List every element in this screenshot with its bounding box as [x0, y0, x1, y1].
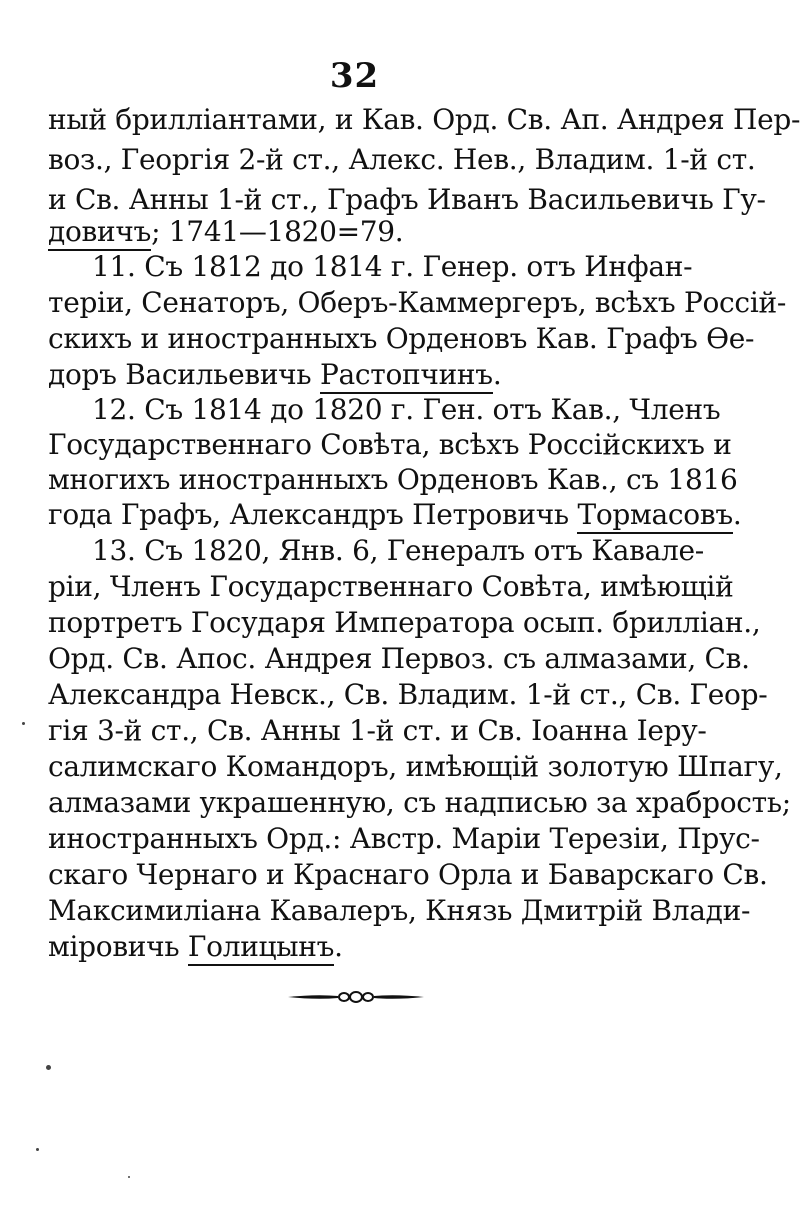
person-name: Голицынъ: [188, 930, 334, 966]
text-fragment: ; 1741—1820=79.: [151, 215, 404, 248]
text-line: скаго Чернаго и Краснаго Орла и Баварскаго Св.: [48, 858, 768, 891]
text-fragment: доръ Васильевичь: [48, 358, 320, 391]
text-line: [48, 495, 742, 535]
ornament-divider: [286, 985, 426, 1009]
person-name: Растопчинъ: [320, 358, 493, 394]
text-line: гія 3-й ст., Св. Анны 1-й ст. и Св. Іоанна Іеру-: [48, 714, 707, 747]
text-line: Максимиліана Кавалеръ, Князь Дмитрій Влади-: [48, 894, 751, 927]
text-line: теріи, Сенаторъ, Оберъ-Каммергеръ, всѣхъ Россій-: [48, 286, 786, 319]
person-name: Тормасовъ: [577, 498, 732, 534]
text-line: Государственнаго Совѣта, всѣхъ Россійскихъ и: [48, 428, 732, 461]
text-line: алмазами украшенную, съ надписью за храбрость;: [48, 786, 791, 819]
text-line: воз., Георгія 2-й ст., Алекс. Нев., Владим. 1-й ст.: [48, 143, 756, 176]
text-fragment: .: [492, 358, 502, 391]
text-line: иностранныхъ Орд.: Австр. Маріи Терезіи, Прус-: [48, 822, 760, 855]
text-fragment: .: [334, 930, 343, 963]
ink-speck: [128, 1176, 130, 1178]
page-number: 32: [329, 56, 380, 96]
text-line: салимскаго Командоръ, имѣющій золотую Шпагу,: [48, 750, 783, 783]
text-line: многихъ иностранныхъ Орденовъ Кав., съ 1816: [48, 463, 738, 496]
text-line: Александра Невск., Св. Владим. 1-й ст., Св. Геор-: [48, 678, 768, 711]
text-line: ріи, Членъ Государственнаго Совѣта, имѣющій: [48, 570, 734, 603]
text-line: 11. Съ 1812 до 1814 г. Генер. отъ Инфан-: [92, 250, 693, 283]
text-line: [48, 927, 678, 967]
text-fragment: міровичь: [48, 930, 188, 963]
text-fragment: .: [732, 498, 742, 531]
ink-speck: [36, 1148, 39, 1151]
person-name: довичъ: [48, 215, 151, 251]
text-line: Орд. Св. Апос. Андрея Первоз. съ алмазами, Св.: [48, 642, 750, 675]
ink-speck: [46, 1065, 51, 1070]
text-line: скихъ и иностранныхъ Орденовъ Кав. Графъ Ѳе-: [48, 322, 755, 355]
text-line: 13. Съ 1820, Янв. 6, Генералъ отъ Кавале-: [92, 534, 704, 567]
text-line: и Св. Анны 1-й ст., Графъ Иванъ Васильевичь Гу-: [48, 183, 766, 216]
ink-speck: [22, 722, 25, 725]
text-line: ный брилліантами, и Кав. Орд. Св. Ап. Андрея Пер-: [48, 103, 800, 136]
text-line: 12. Съ 1814 до 1820 г. Ген. отъ Кав., Членъ: [92, 393, 721, 426]
text-line: [48, 355, 678, 395]
text-line: портретъ Государя Императора осып. брилліан.,: [48, 606, 761, 639]
text-line: [48, 212, 678, 252]
text-fragment: года Графъ, Александръ Петровичь: [48, 498, 578, 531]
